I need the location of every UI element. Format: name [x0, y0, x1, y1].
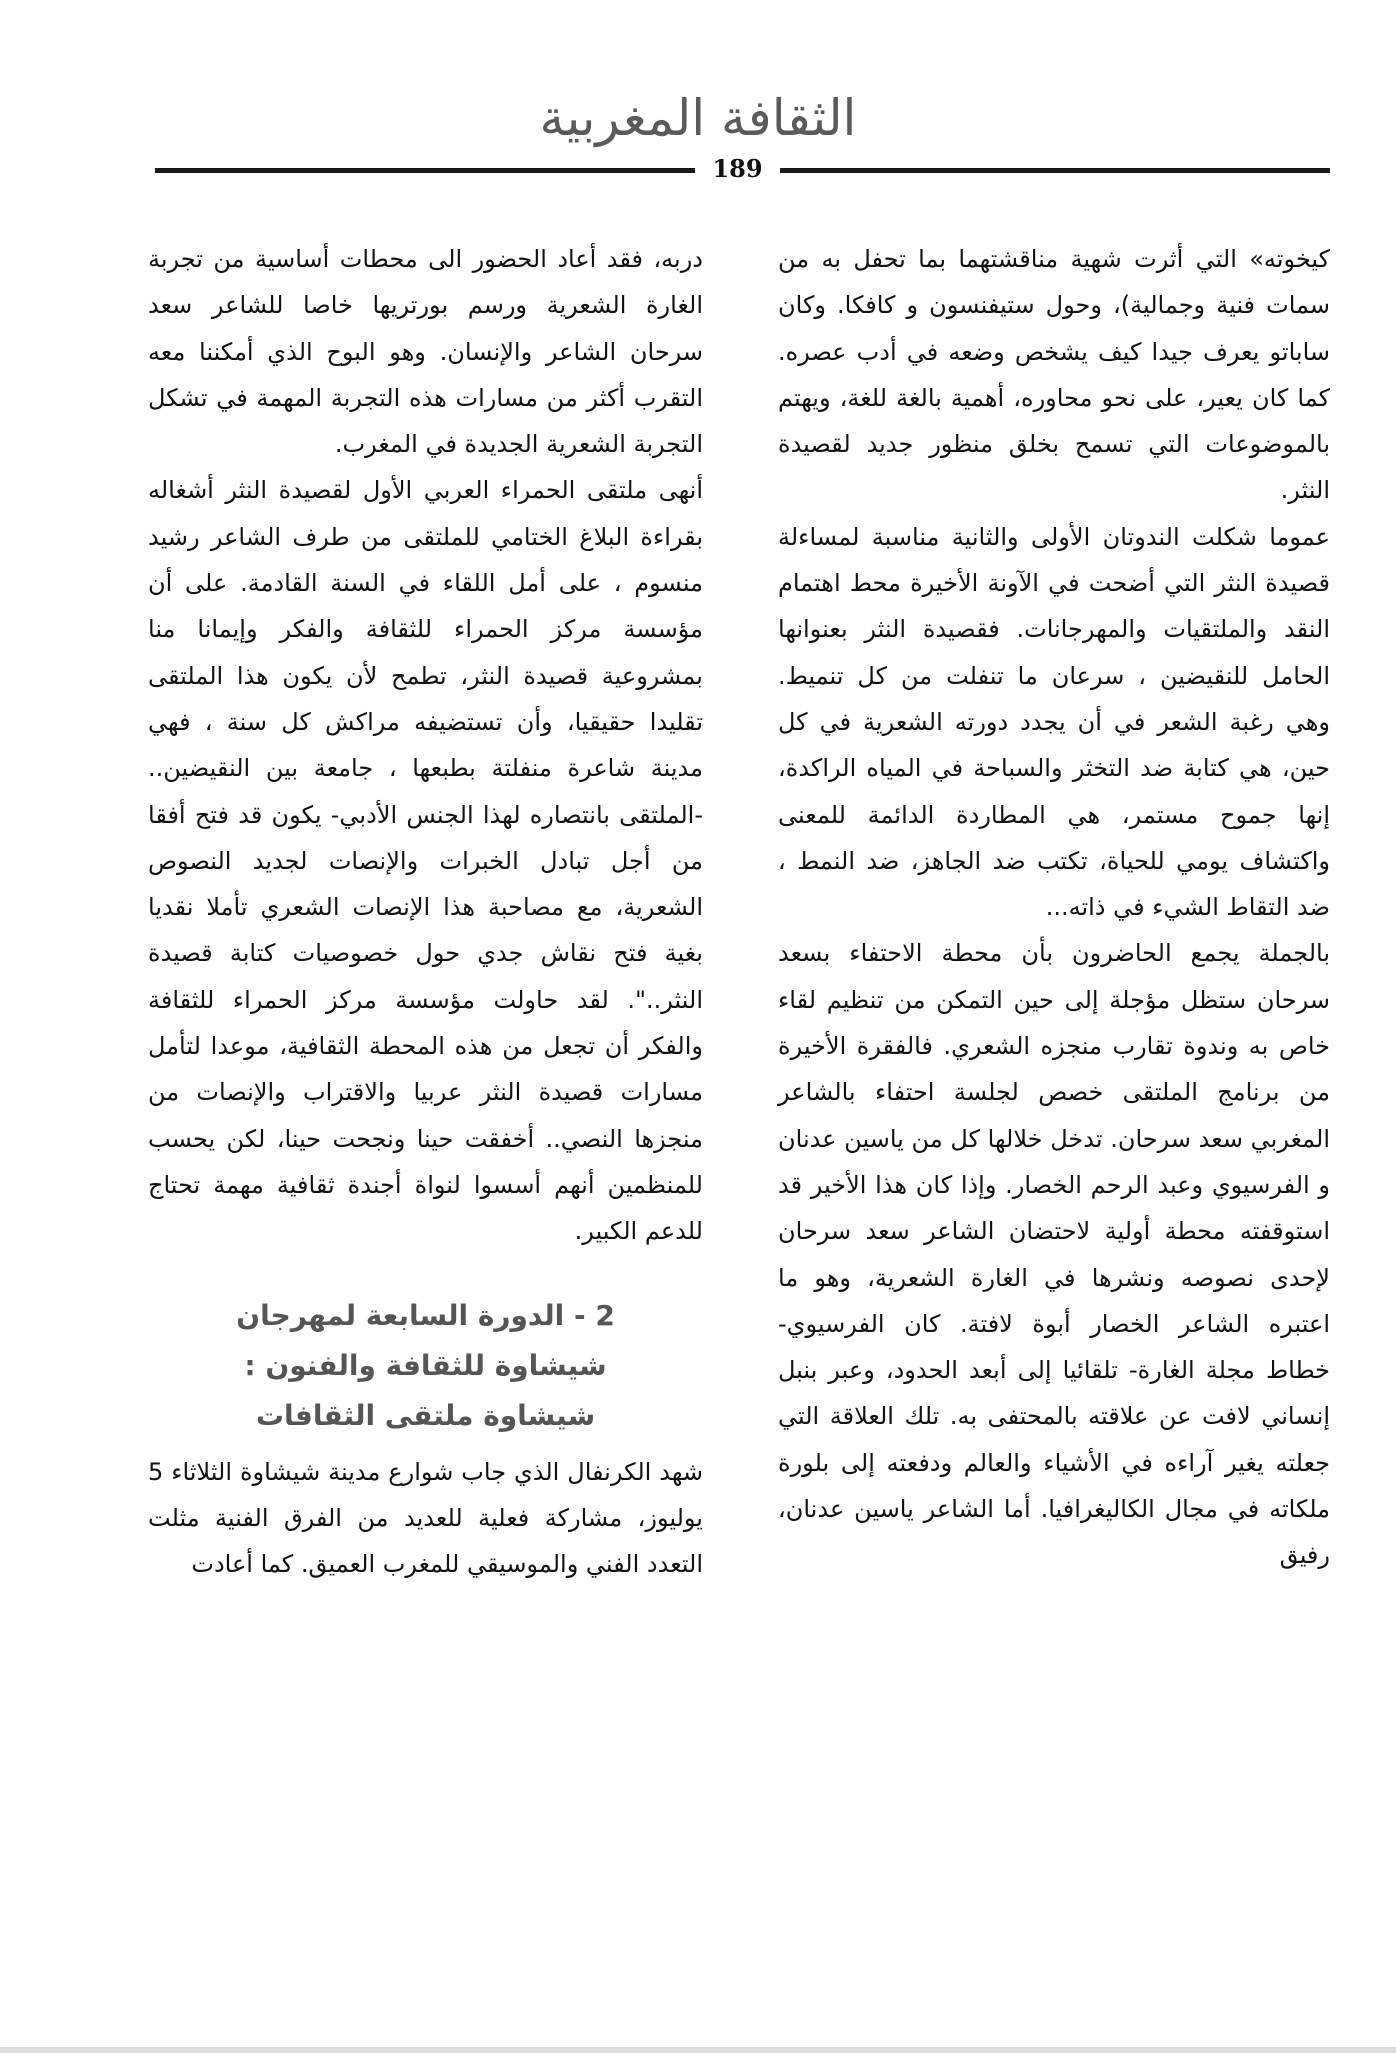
article-column-left	[148, 236, 703, 1587]
section-heading-line: شيشاوة ملتقى الثقافات	[255, 1398, 596, 1432]
page-number: 189	[712, 154, 763, 183]
section-heading-line: شيشاوة للثقافة والفنون :	[244, 1348, 607, 1382]
paragraph: أنهى ملتقى الحمراء العربي الأول لقصيدة النثر أشغاله بقراءة البلاغ الختامي للملتقى من طرف الشاعر رشيد منسوم ، على أمل اللقاء في السنة القادمة. على أن مؤسسة مركز الحمراء للثقافة والفكر وإيمانا منا بمشروعية قصيدة النثر، تطمح لأن يكون هذا الملتقى تقليدا حقيقيا، وأن تستضيفه مراكش كل سنة ، فهي مدينة شاعرة منفلتة بطبعها ، جامعة بين النقيضين.. -الملتقى بانتصاره لهذا الجنس الأدبي- يكون قد فتح أفقا من أجل تبادل الخبرات والإنصات لجديد النصوص الشعرية، مع مصاحبة هذا الإنصات الشعري تأملا نقديا بغية فتح نقاش جدي حول خصوصيات كتابة قصيدة النثر..". لقد حاولت مؤسسة مركز الحمراء للثقافة والفكر أن تجعل من هذه المحطة الثقافية، موعدا لتأمل مسارات قصيدة النثر عربيا والاقتراب والإنصات من منجزها النصي.. أخفقت حينا ونجحت حينا، لكن يحسب للمنظمين أنهم أسسوا لنواة أجندة ثقافية مهمة تحتاج للدعم الكبير.	[148, 476, 703, 1246]
header-rule-left	[155, 168, 695, 173]
paragraph: شهد الكرنفال الذي جاب شوارع مدينة شيشاوة الثلاثاء 5 يوليوز، مشاركة فعلية للعديد من الفرق الفنية مثلت التعدد الفني والموسيقي للمغرب العميق. كما أعادت	[148, 1457, 703, 1579]
paragraph: بالجملة يجمع الحاضرون بأن محطة الاحتفاء بسعد سرحان ستظل مؤجلة إلى حين التمكن من تنظيم لقاء خاص به وندوة تقارب منجزه الشعري. فالفقرة الأخيرة من برنامج الملتقى خصص لجلسة احتفاء بالشاعر المغربي سعد سرحان. تدخل خلالها كل من ياسين عدنان و الفرسيوي وعبد الرحم الخصار. وإذا كان هذا الأخير قد استوقفته محطة أولية لاحتضان الشاعر سعد سرحان لإحدى نصوصه ونشرها في الغارة الشعرية، وهو ما اعتبره الشاعر الخصار أبوة لافتة. كان الفرسيوي- خطاط مجلة الغارة- تلقائيا إلى أبعد الحدود، وعبر بنبل إنساني لافت عن علاقته بالمحتفى به. تلك العلاقة التي جعلته يغير آراءه في الأشياء والعالم ودفعته إلى بلورة ملكاته في مجال الكاليغرافيا. أما الشاعر ياسين عدنان، رفيق	[778, 939, 1330, 1570]
paragraph: عموما شكلت الندوتان الأولى والثانية مناسبة لمساءلة قصيدة النثر التي أضحت في الآونة الأخيرة محط اهتمام النقد والملتقيات والمهرجانات. فقصيدة النثر بعنوانها الحامل للنقيضين ، سرعان ما تنفلت من كل تنميط. وهي رغبة الشعر في أن يجدد دورته الشعرية في كل حين، هي كتابة ضد التخثر والسباحة في المياه الراكدة، إنها جموح مستمر، هي المطاردة الدائمة للمعنى واكتشاف يومي للحياة، تكتب ضد الجاهز، ضد النمط ، ضد التقاط الشيء في ذاته...	[778, 522, 1330, 922]
journal-title: الثقافة المغربية	[539, 89, 857, 147]
header-rule-right	[780, 168, 1330, 173]
paragraph: دربه، فقد أعاد الحضور الى محطات أساسية من تجربة الغارة الشعرية ورسم بورتريها خاصا للشاعر سعد سرحان الشاعر والإنسان. وهو البوح الذي أمكننا معه التقرب أكثر من مسارات هذه التجربة المهمة في تشكل التجربة الشعرية الجديدة في المغرب.	[148, 245, 703, 459]
section-heading-line: 2 - الدورة السابعة لمهرجان	[236, 1298, 615, 1332]
paragraph: كيخوته» التي أثرت شهية مناقشتهما بما تحفل به من سمات فنية وجمالية)، وحول ستيفنسون و كافكا. وكان ساباتو يعرف جيدا كيف يشخص وضعه في أدب عصره. كما كان يعير، على نحو محاوره، أهمية بالغة للغة، ويهتم بالموضوعات التي تسمح بخلق منظور جديد لقصيدة النثر.	[778, 245, 1330, 505]
scan-edge	[0, 2047, 1396, 2053]
section-heading	[148, 1291, 703, 1441]
article-column-right	[778, 236, 1330, 1579]
